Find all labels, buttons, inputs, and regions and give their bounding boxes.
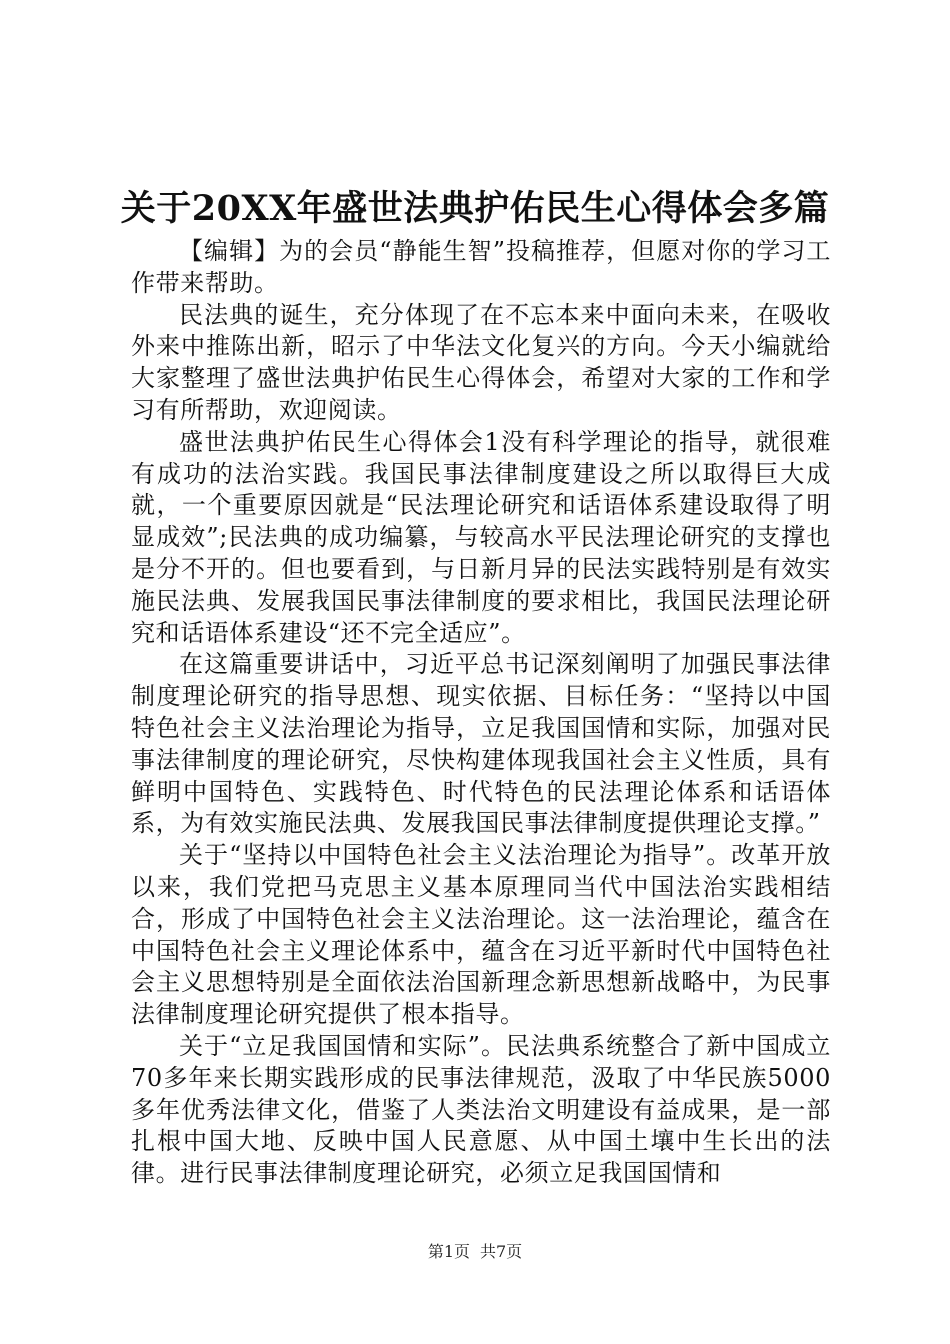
- paragraph-intro: 民法典的诞生，充分体现了在不忘本来中面向未来，在吸收外来中推陈出新，昭示了中华法文化复兴的方向。今天小编就给大家整理了盛世法典护佑民生心得体会，希望对大家的工作和学习有所帮助，欢迎阅读。: [131, 300, 831, 424]
- page-footer: [0, 1241, 950, 1263]
- paragraph-guiding-theory: 关于“坚持以中国特色社会主义法治理论为指导”。改革开放以来，我们党把马克思主义基本原理同当代中国法治实践相结合，形成了中国特色社会主义法治理论。这一法治理论，蕴含在中国特色社会主义理论体系中，蕴含在习近平新时代中国特色社会主义思想特别是全面依法治国新理念新思想新战略中，为民事法律制度理论研究提供了根本指导。: [131, 841, 831, 1029]
- document-title: 关于20XX年盛世法典护佑民生心得体会多篇: [120, 188, 830, 229]
- page-number-total: 共7页: [480, 1242, 523, 1261]
- paragraph-essay-1: 盛世法典护佑民生心得体会1没有科学理论的指导，就很难有成功的法治实践。我国民事法律制度建设之所以取得巨大成就，一个重要原因就是“民法理论研究和话语体系建设取得了明显成效”;民法典的成功编纂，与较高水平民法理论研究的支撑也是分不开的。但也要看到，与日新月异的民法实践特别是有效实施民法典、发展我国民事法律制度的要求相比，我国民法理论研究和话语体系建设“还不完全适应”。: [131, 427, 831, 647]
- paragraph-national-conditions: 关于“立足我国国情和实际”。民法典系统整合了新中国成立70多年来长期实践形成的民事法律规范，汲取了中华民族5000多年优秀法律文化，借鉴了人类法治文明建设有益成果，是一部扎根中国大地、反映中国人民意愿、从中国土壤中生长出的法律。进行民事法律制度理论研究，必须立足我国国情和: [131, 1031, 831, 1188]
- paragraph-speech: 在这篇重要讲话中，习近平总书记深刻阐明了加强民事法律制度理论研究的指导思想、现实依据、目标任务：“坚持以中国特色社会主义法治理论为指导，立足我国国情和实际，加强对民事法律制度的理论研究，尽快构建体现我国社会主义性质，具有鲜明中国特色、实践特色、时代特色的民法理论体系和话语体系，为有效实施民法典、发展我国民事法律制度提供理论支撑。”: [131, 650, 831, 838]
- paragraph-editor-note: 【编辑】为的会员“静能生智”投稿推荐，但愿对你的学习工作带来帮助。: [131, 237, 831, 297]
- page-number-current: 第1页: [427, 1242, 470, 1261]
- document-body: [131, 236, 831, 1190]
